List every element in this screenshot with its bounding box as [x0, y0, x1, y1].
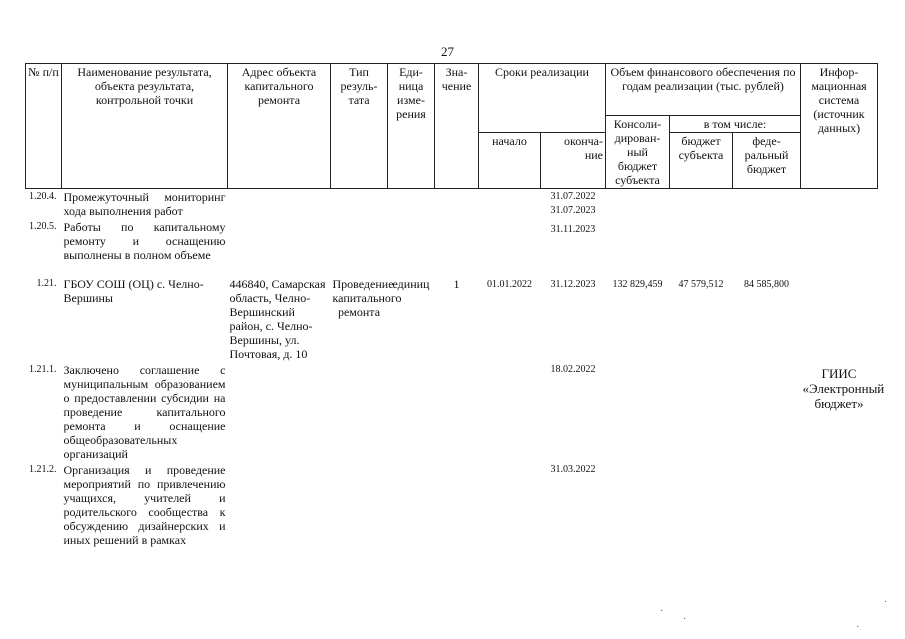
scan-speck: · — [884, 597, 888, 608]
row-value — [435, 462, 479, 548]
row-number: 1.21. — [36, 278, 57, 289]
row-value — [435, 189, 479, 220]
row-end-date-2: 31.07.2023 — [550, 205, 596, 216]
row-info-system — [801, 263, 878, 362]
row-end-date-1: 31.11.2023 — [550, 224, 596, 235]
row-consolidated: 132 829,459 — [612, 279, 663, 290]
row-unit — [388, 462, 435, 548]
row-end — [541, 189, 606, 220]
row-name: Заключено соглашение с муниципальным образованием о предоставлении субсидии на проведение капитального ремонта и оснащение общеобразовательных организаций — [63, 363, 226, 461]
row-end — [541, 462, 606, 548]
table-header — [26, 64, 878, 189]
row-info-system — [801, 462, 878, 548]
row-federal-budget — [733, 462, 801, 548]
row-address — [228, 362, 331, 462]
row-consolidated — [606, 462, 670, 548]
row-address: 446840, Самарская область, Челно-Вершинский район, с. Челно-Вершины, ул. Почтовая, д. 10 — [229, 277, 326, 361]
row-start — [479, 219, 541, 263]
col-name-header: Наименование результата, объекта результата, контрольной точки — [62, 64, 228, 189]
row-info-system — [801, 219, 878, 263]
row-start — [479, 462, 541, 548]
row-subject-budget — [670, 219, 733, 263]
col-address-header: Адрес объекта капитального ремонта — [228, 64, 331, 189]
row-end-date-1: 18.02.2022 — [550, 364, 596, 375]
plan-table — [25, 63, 885, 548]
col-consolidated-header: Консоли- дирован- ный бюджет субъекта — [606, 116, 670, 189]
table-row — [26, 189, 878, 220]
row-number: 1.20.4. — [29, 191, 57, 202]
page-number: 27 — [441, 44, 454, 59]
row-federal-budget — [733, 189, 801, 220]
col-including-header: в том числе: — [670, 116, 801, 133]
row-value — [435, 219, 479, 263]
row-consolidated — [606, 219, 670, 263]
row-federal-budget — [733, 362, 801, 462]
row-subject-budget — [670, 189, 733, 220]
row-unit — [388, 362, 435, 462]
row-end — [541, 219, 606, 263]
row-type — [331, 462, 388, 548]
row-end-date-1: 31.03.2022 — [550, 464, 596, 475]
scan-speck: · — [683, 614, 687, 625]
row-subject-budget — [670, 462, 733, 548]
row-name: Промежуточный мониторинг хода выполнения работ — [63, 190, 226, 218]
row-name: Работы по капитальному ремонту и оснащению выполнены в полном объеме — [63, 220, 226, 262]
row-end-date-1: 31.12.2023 — [550, 279, 596, 290]
row-start: 01.01.2022 — [487, 279, 532, 290]
col-finance-header: Объем финансового обеспечения по годам реализации (тыс. рублей) — [606, 64, 801, 116]
col-start-header: начало — [479, 133, 541, 189]
row-federal-budget: 84 585,800 — [744, 279, 789, 290]
row-number: 1.21.1. — [29, 364, 57, 375]
row-subject-budget: 47 579,512 — [678, 279, 724, 290]
row-type — [331, 219, 388, 263]
row-number: 1.21.2. — [29, 464, 57, 475]
row-name: ГБОУ СОШ (ОЦ) с. Челно-Вершины — [63, 277, 204, 305]
col-info-header: Инфор- мационная система (источник данных) — [801, 64, 878, 189]
row-type — [331, 362, 388, 462]
table-row — [26, 263, 878, 362]
col-unit-header: Еди- ница изме- рения — [388, 64, 435, 189]
row-address — [228, 189, 331, 220]
row-federal-budget — [733, 219, 801, 263]
row-name: Организация и проведение мероприятий по привлечению учащихся, учителей и родительского сообщества к обсуждению дизайнерских и иных решений в рамках — [63, 463, 226, 547]
row-end — [541, 263, 606, 362]
row-consolidated — [606, 362, 670, 462]
row-end-date-1: 31.07.2022 — [550, 191, 596, 202]
row-unit — [388, 219, 435, 263]
col-value-header: Зна- чение — [435, 64, 479, 189]
row-start — [479, 189, 541, 220]
row-subject-budget — [670, 362, 733, 462]
col-federal-budget-header: феде- ральный бюджет — [733, 133, 801, 189]
col-terms-header: Сроки реализации — [479, 64, 606, 133]
row-info-system — [801, 189, 878, 220]
table-row — [26, 362, 878, 462]
scan-speck: · — [856, 622, 860, 633]
row-end — [541, 362, 606, 462]
col-end-header: оконча- ние — [541, 133, 606, 189]
row-start — [479, 362, 541, 462]
row-value: 1 — [453, 277, 460, 291]
row-value — [435, 362, 479, 462]
row-type: Проведение капитального ремонта — [332, 277, 402, 319]
scan-speck: · — [660, 606, 664, 617]
row-number: 1.20.5. — [29, 221, 57, 232]
table-row — [26, 462, 878, 548]
row-consolidated — [606, 189, 670, 220]
col-subject-budget-header: бюджет субъекта — [670, 133, 733, 189]
col-num-header: № п/п — [26, 64, 62, 189]
row-address — [228, 219, 331, 263]
row-type — [331, 189, 388, 220]
col-type-header: Тип резуль- тата — [331, 64, 388, 189]
row-unit — [388, 189, 435, 220]
row-info-system: ГИИС «Электронный бюджет» — [802, 366, 885, 411]
row-unit: единиц — [392, 277, 430, 291]
row-address — [228, 462, 331, 548]
table-row — [26, 219, 878, 263]
